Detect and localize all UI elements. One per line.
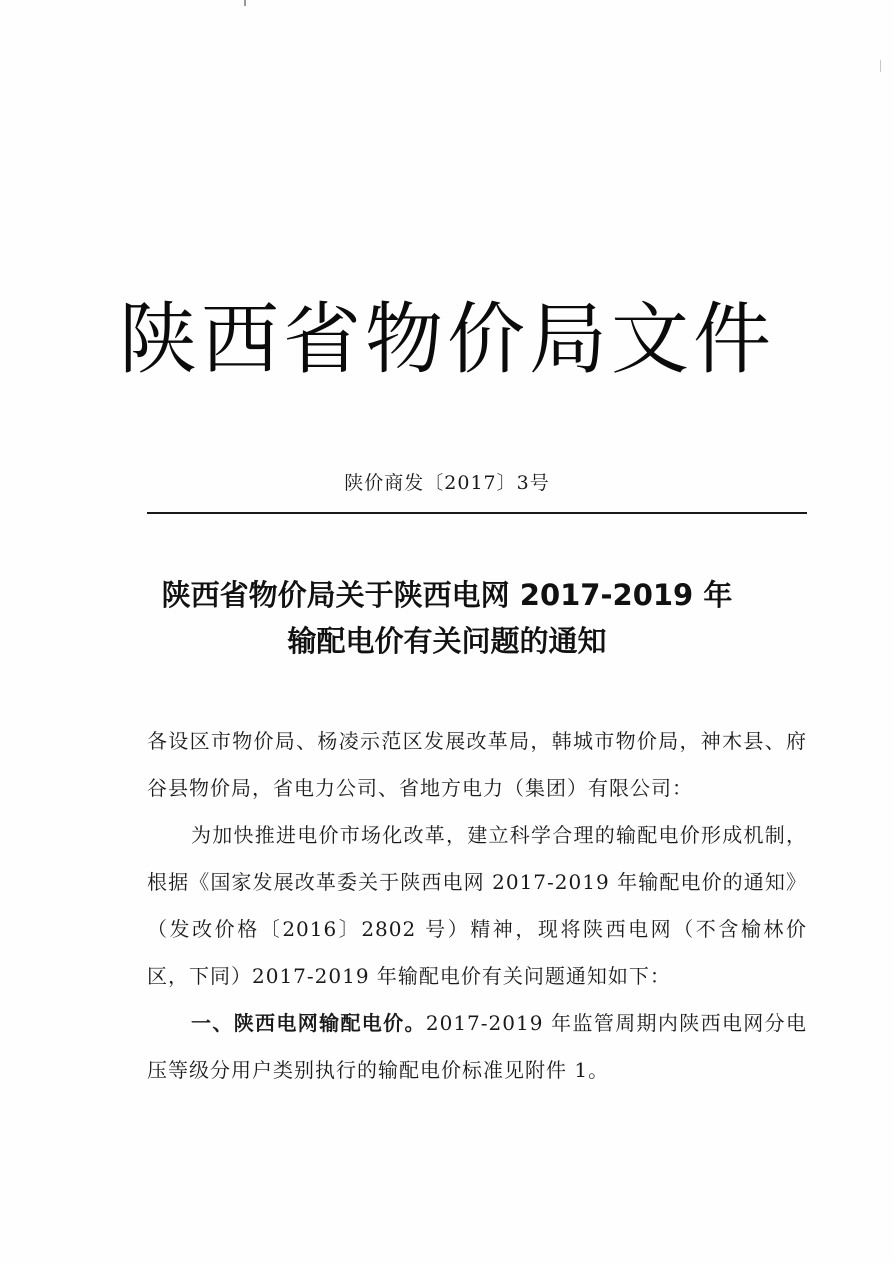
document-header-title: 陕西省物价局文件: [118, 295, 775, 385]
notice-body: [147, 718, 807, 1094]
notice-title: [0, 572, 894, 664]
item1-heading: 一、陕西电网输配电价。: [191, 1011, 426, 1035]
scan-mark: [244, 0, 246, 6]
notice-title-line1: 陕西省物价局关于陕西电网 2017-2019 年: [161, 578, 733, 612]
document-number: 陕价商发〔2017〕3号: [344, 472, 550, 494]
header-divider: [147, 512, 807, 514]
notice-title-line2: 输配电价有关问题的通知: [287, 624, 607, 658]
item1-text: 2017-2019 年监管周期内陕西电网分电压等级分用户类别执行的输配电价标准见附件 1。: [147, 1011, 808, 1082]
scan-speck: [880, 60, 881, 72]
item1-paragraph: [147, 1000, 807, 1094]
intro-paragraph: 为加快推进电价市场化改革，建立科学合理的输配电价形成机制，根据《国家发展改革委关于陕西电网 2017-2019 年输配电价的通知》（发改价格〔2016〕2802 号）精神，现将陕西电网（不含榆林价区，下同）2017-2019 年输配电价有关问题通知如下：: [147, 823, 807, 988]
recipients-paragraph: 各设区市物价局、杨凌示范区发展改革局，韩城市物价局，神木县、府谷县物价局，省电力公司、省地方电力（集团）有限公司：: [147, 729, 807, 800]
